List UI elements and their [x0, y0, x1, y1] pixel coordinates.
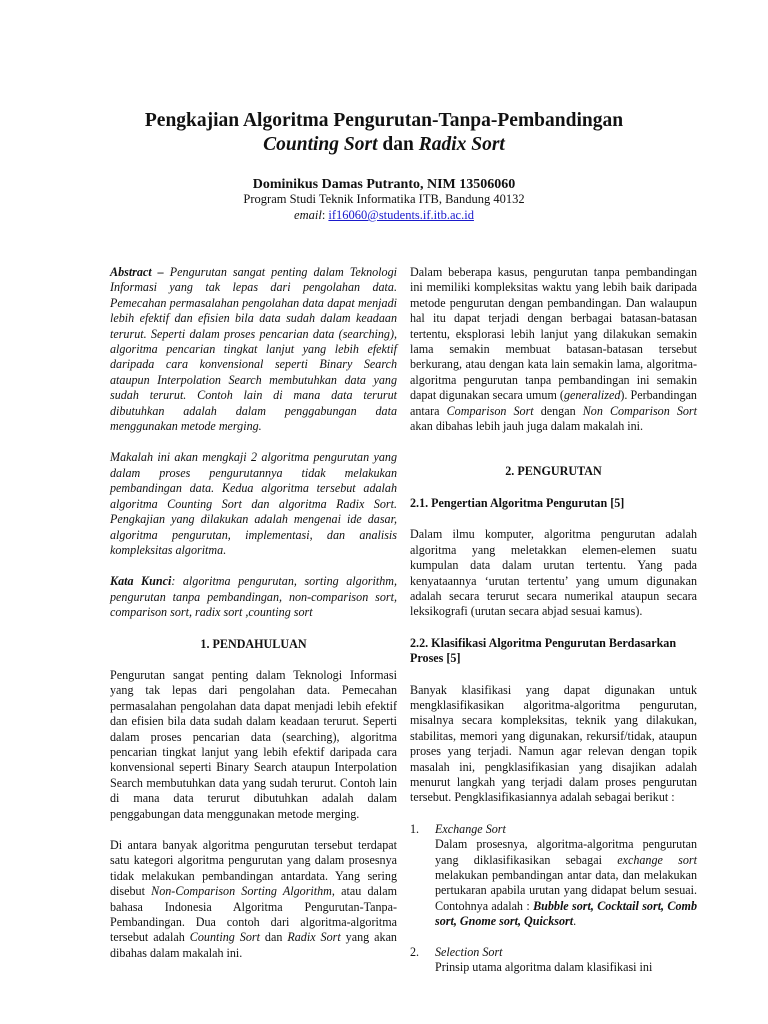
list-item-title: Exchange Sort: [435, 821, 506, 836]
rp1-b: generalized: [563, 388, 621, 403]
rp1-g: akan dibahas lebih jauh juga dalam makalah ini.: [410, 419, 644, 434]
intro-continued-paragraph: [410, 265, 697, 434]
p2-text-b: Non-Comparison Sorting Algorithm: [151, 884, 332, 899]
title-radix-sort: Radix Sort: [418, 134, 505, 155]
keywords-paragraph: [110, 574, 397, 620]
list-item-text: Prinsip utama algoritma dalam klasifikasi ini: [435, 960, 653, 975]
title-dan: dan: [377, 134, 419, 155]
author-name: Dominikus Damas Putranto, NIM 13506060: [252, 177, 516, 192]
pendahuluan-paragraph-2: [110, 838, 397, 961]
p2-text-e: dan: [259, 930, 288, 945]
p2-text-f: Radix Sort: [287, 930, 341, 945]
list-item: [410, 822, 697, 930]
pendahuluan-paragraph-1: Pengurutan sangat penting dalam Teknologi Informasi yang tak lepas dari pengolahan data. Pemecahan permasalahan pengolahan data dapat menjadi lebih efektif dan efisien bila data sudah dalam keadaan terurut. Seperti dalam proses pencarian data (searching), algoritma pencarian tingkat lanjut yang lebih efektif daripada cara konvensional seperti Binary Search ataupun Interpolation Search membutuhkan data yang sudah terurut. Contoh lain di mana data terurut dibutuhkan adalah dalam penggabungan data menggunakan metode merging.: [110, 667, 397, 821]
abstract-paragraph-2: Makalah ini akan mengkaji 2 algoritma pengurutan yang dalam proses pengurutannya tidak melakukan pembandingan data. Kedua algoritma tersebut adalah algoritma Counting Sort dan algoritma Radix Sort. Pengkajian yang dilakukan adalah mengenai ide dasar, algoritma pengurutan, implementasi, dan analisis kompleksitas algoritma.: [110, 450, 397, 557]
abstract-paragraph: [110, 265, 397, 434]
subsection-heading-2-2: 2.2. Klasifikasi Algoritma Pengurutan Berdasarkan Proses [5]: [410, 635, 677, 666]
list-item-text: Dalam prosesnya, algoritma-algoritma pengurutan yang diklasifikasikan sebagai exchange sort melakukan pembandingan antar data, dan melakukan pertukaran apabila urutan yang didapat belum sesuai. Contohnya adalah : Bubble sort, Cocktail sort, Comb sort, Gnome sort, Quicksort.: [435, 837, 697, 929]
list-item-title: Selection Sort: [435, 944, 503, 959]
paper-title-line1: Pengkajian Algoritma Pengurutan-Tanpa-Pembandingan: [144, 110, 624, 131]
rp1-a: Dalam beberapa kasus, pengurutan tanpa pembandingan ini memiliki kompleksitas waktu yang lebih baik daripada metode pengurutan dengan pembandingan. Dan walaupun hal itu dapat terjadi dengan berbagai batasan-batasan tertentu, eksplorasi lebih lanjut yang dilakukan semakin lama semakin membuat batasan-batasan tersebut berkurang, atau dengan kata lain semakin lama, algoritma-algoritma pengurutan tanpa pembandingan ini semakin dapat digunakan secara umum (: [410, 265, 697, 403]
rp1-f: Non Comparison Sort: [582, 403, 697, 418]
rp1-e: dengan: [533, 403, 583, 418]
p2-text-d: Counting Sort: [189, 930, 260, 945]
section-heading-pendahuluan: 1. PENDAHULUAN: [200, 636, 307, 651]
section-2-2-paragraph: Banyak klasifikasi yang dapat digunakan untuk mengklasifikasikan algoritma-algoritma pengurutan, misalnya secara kompleksitas, teknik yang dilakukan, stabilitas, memori yang digunakan, rekursif/tidak, ataupun proses yang terjadi. Namun agar relevan dengan topik masalah ini, pengklasifikasian yang disajikan adalah menurut langkah yang terjadi dalam proses pengurutan tersebut. Pengklasifikasiannya adalah sebagai berikut :: [410, 682, 697, 805]
section-2-1-paragraph: Dalam ilmu komputer, algoritma pengurutan adalah algoritma yang meletakkan elemen-elemen suatu kumpulan data dalam urutan tertentu. Yang pada kenyataannya ‘urutan tertentu’ yang umum digunakan adalah secara terurut secara numerikal ataupun secara leksikografi (urutan secara abjad sesuai kamus).: [410, 527, 697, 619]
classification-list: [410, 822, 697, 976]
right-column: [410, 265, 697, 990]
abstract-label: Abstract –: [110, 265, 170, 279]
list-item-number: 2.: [410, 944, 420, 959]
rp1-d: Comparison Sort: [446, 403, 534, 418]
left-column: [110, 265, 397, 977]
subsection-heading-2-1: 2.1. Pengertian Algoritma Pengurutan [5]: [410, 495, 625, 510]
keywords-text: : algoritma pengurutan, sorting algorithm, pengurutan tanpa pembandingan, non-comparison sort, comparison sort, radix sort ,counting sort: [110, 574, 397, 620]
author-affiliation: Program Studi Teknik Informatika ITB, Bandung 40132: [243, 192, 525, 206]
title-counting-sort: Counting Sort: [263, 134, 378, 155]
email-colon: :: [321, 208, 329, 222]
list-item-number: 1.: [410, 821, 420, 836]
email-link[interactable]: if16060@students.if.itb.ac.id: [328, 208, 474, 222]
email-label: email: [294, 208, 322, 222]
list-item: [410, 945, 697, 976]
rp1-c: ). Perbandingan antara: [410, 388, 697, 418]
paper-title-line2: [0, 133, 768, 157]
p2-text-a: Di antara banyak algoritma pengurutan tersebut terdapat satu kategori algoritma pengurutan yang dalam prosesnya tidak melakukan pembandingan antardata. Yang sering disebut: [110, 838, 397, 899]
p2-text-c: , atau dalam bahasa Indonesia Algoritma Pengurutan-Tanpa-Pembandingan. Dua contoh dari algoritma-algoritma tersebut adalah: [110, 884, 397, 945]
section-heading-pengurutan: 2. PENGURUTAN: [505, 464, 602, 479]
author-email: [0, 207, 768, 223]
keywords-label: Kata Kunci: [110, 574, 172, 589]
abstract-text: Pengurutan sangat penting dalam Teknologi Informasi yang tak lepas dari pengolahan data. Pemecahan permasalahan pengolahan data dapat menjadi lebih efektif dan efisien bila data sudah dalam keadaan terurut. Seperti dalam proses pencarian data (searching), algoritma pencarian tingkat lanjut yang lebih efektif daripada cara konvensional seperti Binary Search ataupun Interpolation Search membutuhkan data yang sudah terurut. Contoh lain di mana data terurut dibutuhkan adalah dalam penggabungan data menggunakan metode merging.: [110, 265, 397, 434]
p2-text-g: yang akan dibahas dalam makalah ini.: [110, 930, 397, 960]
